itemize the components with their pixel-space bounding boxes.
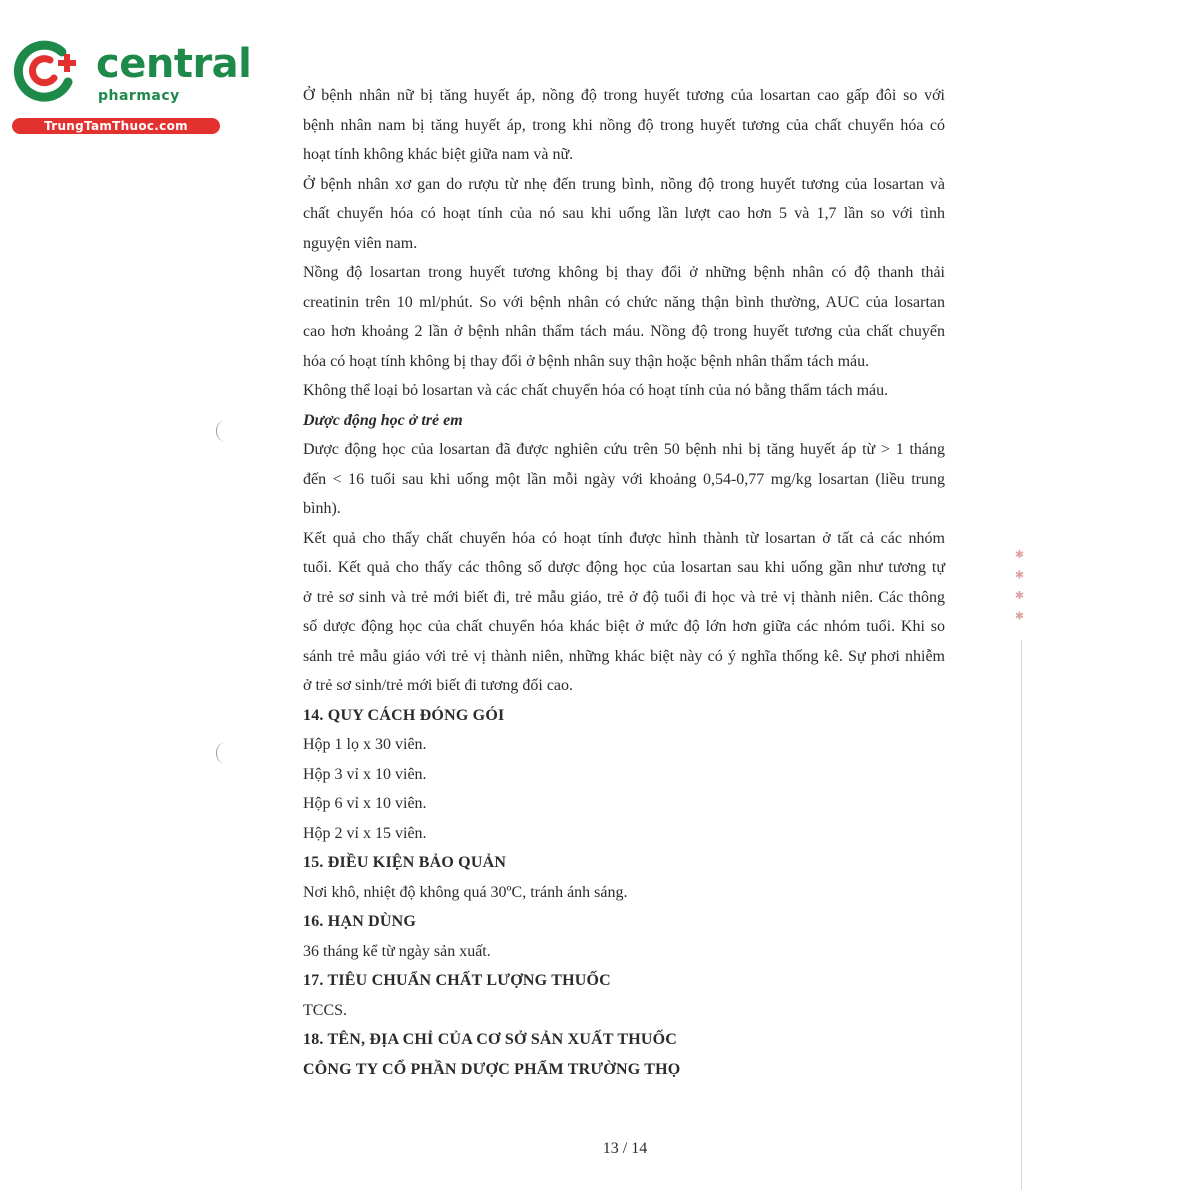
paragraph-line: hoạt tính không khác biệt giữa nam và nữ.: [303, 146, 574, 163]
paragraph-line: Ở bệnh nhân xơ gan do rượu từ nhẹ đến trung bình, nồng độ trong huyết tương của losartan và: [303, 175, 945, 193]
paragraph-line: hóa có hoạt tính không bị thay đổi ở bệnh nhân suy thận hoặc bệnh nhân thẩm tách máu.: [303, 352, 870, 370]
paragraph-line: 36 tháng kể từ ngày sản xuất.: [303, 942, 491, 960]
logo-website: TrungTamThuoc.com: [12, 118, 220, 134]
section-heading-manufacturer: 18. TÊN, ĐỊA CHỈ CỦA CƠ SỞ SẢN XUẤT THUỐC: [303, 1031, 678, 1048]
punch-hole-mark: [216, 420, 235, 442]
paragraph-line: sánh trẻ mẫu giáo với trẻ vị thành niên, những khác biệt này có ý nghĩa thống kê. Sự phơi nhiễm: [303, 647, 945, 665]
paragraph-line: nguyện viên nam.: [303, 234, 418, 252]
list-item: Hộp 6 vỉ x 10 viên.: [303, 795, 427, 812]
paragraph-line: creatinin trên 10 ml/phút. So với bệnh nhân có chức năng thận bình thường, AUC của losartan: [303, 293, 945, 311]
paragraph-line: TCCS.: [303, 1001, 348, 1019]
punch-hole-mark: [216, 742, 235, 764]
paragraph-line: ở trẻ sơ sinh và trẻ mới biết đi, trẻ mẫu giáo, trẻ ở độ tuổi đi học và trẻ vị thành niên. Các thông: [303, 588, 945, 606]
section-heading-packaging: 14. QUY CÁCH ĐÓNG GÓI: [303, 706, 505, 724]
document-body: [303, 81, 945, 1084]
central-pharmacy-logo-icon: [10, 38, 82, 102]
paragraph-line: Không thể loại bỏ losartan và các chất chuyển hóa có hoạt tính của nó bằng thẩm tách máu.: [303, 382, 889, 399]
section-heading-shelf-life: 16. HẠN DÙNG: [303, 913, 417, 930]
list-item: Hộp 2 vỉ x 15 viên.: [303, 824, 427, 842]
logo-subtitle: pharmacy: [98, 88, 180, 104]
paragraph-line: Nồng độ losartan trong huyết tương không bị thay đổi ở những bệnh nhân có độ thanh thải: [303, 264, 945, 281]
paragraph-line: chất chuyển hóa có hoạt tính của nó sau khi uống lần lượt cao hơn 5 và 1,7 lần so với tình: [303, 205, 945, 222]
section-heading-storage: 15. ĐIỀU KIỆN BẢO QUẢN: [303, 854, 507, 871]
manufacturer-name: CÔNG TY CỔ PHẦN DƯỢC PHẨM TRƯỜNG THỌ: [303, 1060, 681, 1078]
paragraph-line: cao hơn khoảng 2 lần ở bệnh nhân thẩm tách máu. Nồng độ trong huyết tương của chất chuyển: [303, 323, 945, 340]
paragraph-line: bình).: [303, 500, 341, 517]
paragraph-line: bệnh nhân nam bị tăng huyết áp, trong khi nồng độ trong huyết tương của chất chuyển hóa có: [303, 116, 945, 134]
page-number: 13 / 14: [602, 1140, 648, 1157]
logo-name: central: [96, 41, 252, 87]
paragraph-line: Ở bệnh nhân nữ bị tăng huyết áp, nồng độ trong huyết tương của losartan cao gấp đôi so với: [303, 87, 945, 104]
paragraph-line: Nơi khô, nhiệt độ không quá 30ºC, tránh ánh sáng.: [303, 883, 628, 901]
paragraph-line: đến < 16 tuổi sau khi uống một lần mỗi ngày với khoảng 0,54-0,77 mg/kg losartan (liều trung: [303, 470, 945, 488]
list-item: Hộp 1 lọ x 30 viên.: [303, 736, 427, 753]
paragraph-line: tuổi. Kết quả cho thấy các thông số dược động học của losartan sau khi uống gần như tương tự: [303, 559, 945, 576]
paragraph-line: Dược động học của losartan đã được nghiên cứu trên 50 bệnh nhi bị tăng huyết áp từ > 1 tháng: [303, 441, 945, 458]
subheading-pediatric-pharmacokinetics: Dược động học ở trẻ em: [303, 411, 463, 429]
paragraph-line: Kết quả cho thấy chất chuyển hóa có hoạt tính được hình thành từ losartan ở tất cả các nhóm: [303, 529, 945, 547]
brand-logo: [10, 38, 252, 138]
paragraph-line: ở trẻ sơ sinh/trẻ mới biết đi tương đối cao.: [303, 677, 574, 694]
paragraph-line: số dược động học của chất chuyển hóa khác biệt ở mức độ lớn hơn giữa các nhóm tuổi. Khi so: [303, 618, 945, 635]
red-stamp-mark: ✱ ✱ ✱ ✱: [1013, 548, 1026, 625]
section-heading-quality-standard: 17. TIÊU CHUẨN CHẤT LƯỢNG THUỐC: [303, 972, 611, 989]
page-edge-line: [1021, 640, 1022, 1190]
list-item: Hộp 3 vỉ x 10 viên.: [303, 765, 427, 783]
